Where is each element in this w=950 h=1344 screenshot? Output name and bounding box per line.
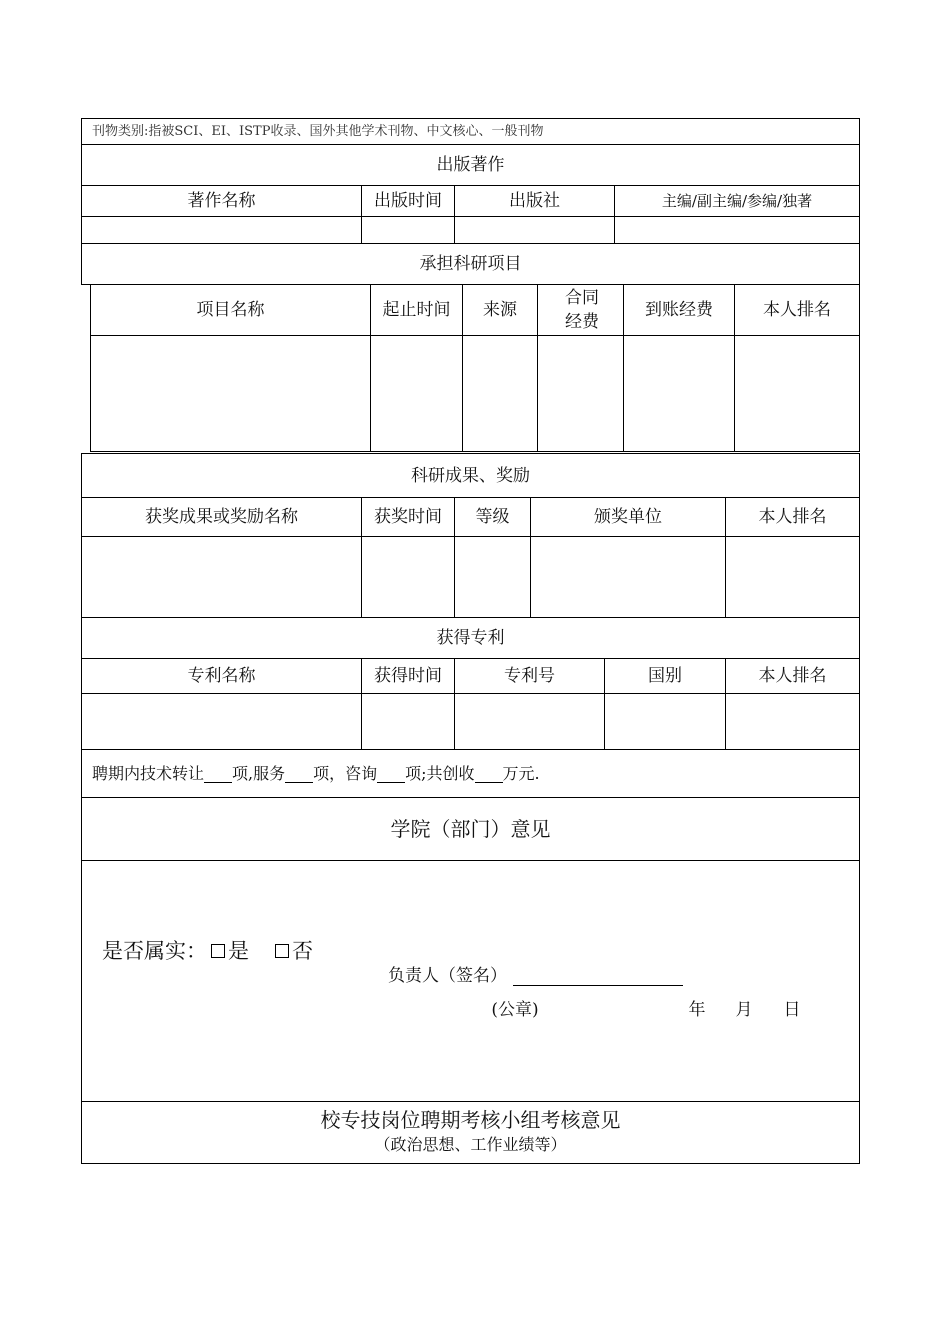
school-opinion-subtitle: （政治思想、工作业绩等） (374, 1135, 567, 1154)
rule (81, 860, 860, 861)
patents-header-name: 专利名称 (187, 666, 256, 686)
projects-title: 承担科研项目 (419, 254, 522, 274)
projects-header-contract-funds: 合同经费 (565, 288, 599, 332)
consulting-count-blank[interactable] (377, 764, 405, 783)
service-count-blank[interactable] (285, 764, 313, 783)
revenue-amount-blank[interactable] (475, 764, 503, 783)
yes-checkbox[interactable] (211, 944, 225, 958)
patents-header-date: 获得时间 (374, 666, 442, 686)
seal-label: (公章) (491, 1000, 539, 1020)
publications-header-role: 主编/副主编/参编/独著 (661, 192, 813, 210)
transfer-count-blank[interactable] (204, 764, 232, 783)
projects-header-source: 来源 (483, 300, 517, 320)
tech-transfer-text-3: 项，咨询 (313, 763, 378, 783)
no-checkbox[interactable] (275, 944, 289, 958)
awards-header-rank: 本人排名 (758, 507, 827, 527)
projects-entry-area[interactable] (91, 336, 859, 451)
school-opinion-title: 校专技岗位聘期考核小组考核意见 (320, 1108, 621, 1132)
no-label: 否 (292, 939, 313, 963)
rule (81, 1163, 860, 1164)
border-right (859, 284, 860, 452)
signer-row (378, 962, 778, 990)
awards-header-level: 等级 (475, 507, 510, 527)
awards-entry-row[interactable] (82, 537, 859, 617)
awards-title: 科研成果、奖励 (411, 465, 530, 486)
patents-header-rank: 本人排名 (758, 666, 827, 686)
verify-label: 是否属实： (102, 939, 207, 963)
patents-title: 获得专利 (436, 628, 505, 648)
publications-title: 出版著作 (436, 155, 505, 175)
projects-header-rank: 本人排名 (763, 300, 831, 320)
tech-transfer-text-5: 万元. (502, 763, 540, 783)
journal-category-note: 刊物类别:指被SCI、EI、ISTP收录、国外其他学术刊物、中文核心、一般刊物 (92, 123, 544, 139)
yes-label: 是 (228, 939, 249, 963)
tech-transfer-text-1: 聘期内技术转让 (92, 763, 205, 783)
rule (90, 451, 860, 452)
projects-header-received-funds: 到账经费 (645, 300, 713, 320)
patents-header-number: 专利号 (504, 666, 555, 686)
date-month: 月 (735, 1000, 753, 1020)
publications-entry-row[interactable] (82, 217, 859, 243)
signer-signature-blank[interactable] (513, 967, 683, 986)
awards-header-issuer: 颁奖单位 (594, 507, 662, 527)
publications-header-name: 著作名称 (187, 191, 256, 211)
border-right (859, 118, 860, 284)
rule (81, 1101, 860, 1102)
projects-header-period: 起止时间 (382, 300, 451, 320)
patents-header-country: 国别 (648, 666, 682, 686)
tech-transfer-text-2: 项,服务 (232, 763, 286, 783)
border-right (859, 453, 860, 1164)
date-year: 年 (688, 1000, 706, 1020)
patents-entry-row[interactable] (82, 694, 859, 749)
signer-label: 负责人（签名） (388, 966, 507, 986)
tech-transfer-text-4: 项;共创收 (405, 763, 475, 783)
projects-header-name: 项目名称 (196, 300, 265, 320)
publications-header-publisher: 出版社 (509, 191, 560, 211)
tech-transfer-line (82, 750, 859, 797)
date-day: 日 (783, 1000, 801, 1020)
awards-header-date: 获奖时间 (374, 507, 442, 527)
college-opinion-title: 学院（部门）意见 (390, 817, 551, 841)
awards-header-name: 获奖成果或奖励名称 (145, 507, 298, 527)
publications-header-date: 出版时间 (374, 191, 442, 211)
